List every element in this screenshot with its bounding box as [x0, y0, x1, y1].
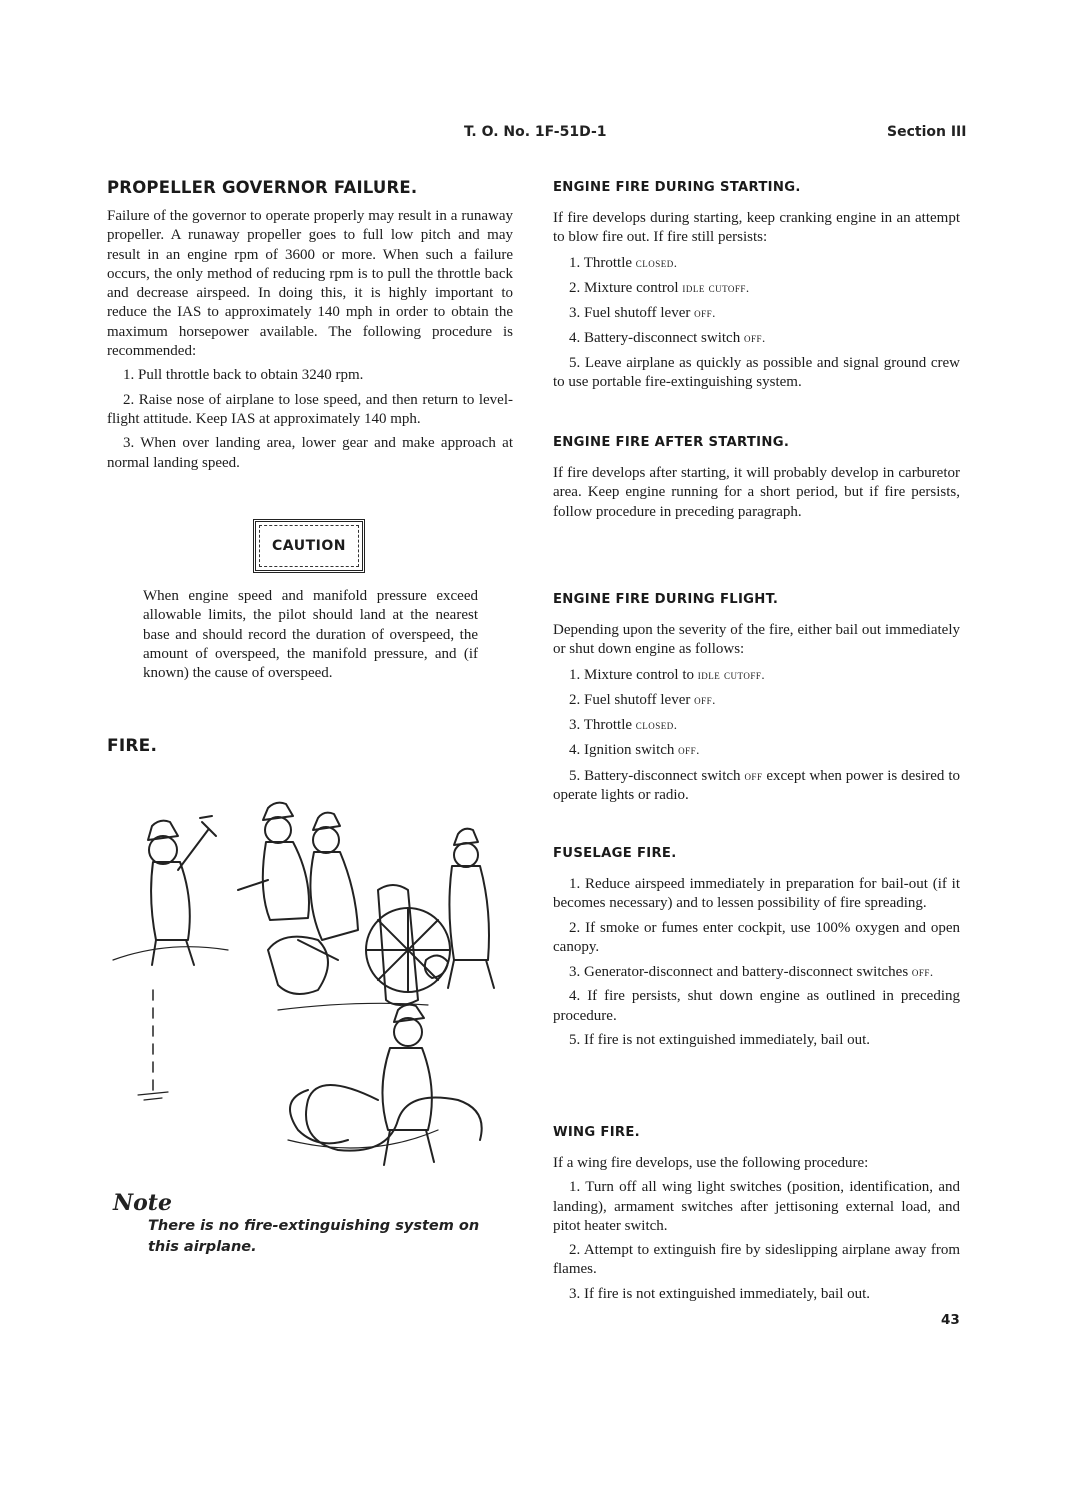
flight-step-4: 4. Ignition switch off.	[569, 742, 700, 759]
fuselage-step-5: 5. If fire is not extinguished immediately, bail out.	[569, 1032, 871, 1049]
propeller-intro: Failure of the governor to operate properly may result in a runaway propeller. A runaway propeller goes to full low pitch and may result in an engine rpm of 3600 or more. When such a failure occurs, the only method of reducing rpm is to pull the throttle back and decrease airspeed. In doing this, it is highly important to reduce the IAS to approximately 140 mph in order to obtain the maximum horsepower available. The following procedure is recommended:	[107, 208, 513, 360]
starting-title: ENGINE FIRE DURING STARTING.	[553, 180, 801, 195]
section-label: Section III	[887, 124, 967, 140]
prop-step-2: 2. Raise nose of airplane to lose speed, and then return to level-flight attitude. Keep IAS at approximately 140 mph.	[107, 391, 513, 427]
caution-label: CAUTION	[272, 538, 346, 554]
fire-section	[107, 736, 513, 756]
note-label: Note	[113, 1190, 172, 1216]
flight-step-2: 2. Fuel shutoff lever off.	[569, 691, 716, 708]
starting-step-1: 1. Throttle closed.	[569, 254, 678, 271]
engine-fire-starting-section	[553, 180, 960, 392]
engine-fire-after-section	[553, 435, 960, 522]
fuselage-step-2: 2. If smoke or fumes enter cockpit, use 100% oxygen and open canopy.	[553, 919, 960, 955]
propeller-section	[107, 178, 513, 473]
to-number: T. O. No. 1F-51D-1	[464, 124, 607, 140]
caution-box	[253, 519, 365, 573]
starting-step-2: 2. Mixture control idle cutoff.	[569, 279, 750, 296]
flight-intro: Depending upon the severity of the fire, either bail out immediately or shut down engine as follows:	[553, 622, 960, 658]
fuselage-fire-section	[553, 846, 960, 1050]
wing-intro: If a wing fire develops, use the following procedure:	[553, 1155, 869, 1171]
firemen-cartoon-illustration	[108, 800, 528, 1180]
page-number: 43	[941, 1312, 960, 1328]
fuselage-title: FUSELAGE FIRE.	[553, 846, 677, 861]
wing-step-2: 2. Attempt to extinguish fire by sideslipping airplane away from flames.	[553, 1242, 960, 1278]
starting-step-5: 5. Leave airplane as quickly as possible and signal ground crew to use portable fire-extinguishing system.	[553, 354, 960, 391]
propeller-title: PROPELLER GOVERNOR FAILURE.	[107, 178, 418, 197]
prop-step-3: 3. When over landing area, lower gear and make approach at normal landing speed.	[107, 435, 513, 471]
starting-step-3: 3. Fuel shutoff lever off.	[569, 305, 716, 322]
caution-text: When engine speed and manifold pressure exceed allowable limits, the pilot should land at the nearest base and should record the duration of overspeed, the amount of overspeed, the manifold pressure, and (if known) the cause of overspeed.	[143, 588, 478, 682]
caution-text-block	[143, 587, 478, 683]
after-title: ENGINE FIRE AFTER STARTING.	[553, 435, 790, 450]
flight-step-3: 3. Throttle closed.	[569, 717, 678, 734]
after-text: If fire develops after starting, it will probably develop in carburetor area. Keep engine running for a short period, but if fire persists, follow procedure in preceding paragraph.	[553, 465, 960, 520]
wing-title: WING FIRE.	[553, 1125, 640, 1140]
wing-step-3: 3. If fire is not extinguished immediately, bail out.	[569, 1285, 871, 1302]
engine-fire-flight-section	[553, 592, 960, 805]
starting-intro: If fire develops during starting, keep cranking engine in an attempt to blow fire out. If fire still persists:	[553, 210, 960, 246]
flight-step-1: 1. Mixture control to idle cutoff.	[569, 666, 766, 683]
prop-step-1: 1. Pull throttle back to obtain 3240 rpm.	[123, 367, 364, 384]
fuselage-step-3: 3. Generator-disconnect and battery-disconnect switches off.	[569, 964, 934, 981]
flight-title: ENGINE FIRE DURING FLIGHT.	[553, 592, 779, 607]
starting-step-4: 4. Battery-disconnect switch off.	[569, 330, 766, 347]
fire-title: FIRE.	[107, 736, 158, 756]
fuselage-step-1: 1. Reduce airspeed immediately in preparation for bail-out (if it becomes necessary) and to lessen possibility of fire spreading.	[553, 876, 960, 912]
fuselage-step-4: 4. If fire persists, shut down engine as outlined in preceding procedure.	[553, 988, 960, 1024]
note-text: There is no fire-extinguishing system on this airplane.	[148, 1218, 480, 1255]
wing-fire-section	[553, 1125, 960, 1304]
wing-step-1: 1. Turn off all wing light switches (position, identification, and landing), armament switches after jettisoning external load, and pitot heater switch.	[553, 1179, 960, 1234]
flight-step-5: 5. Battery-disconnect switch off except when power is desired to operate lights or radio.	[553, 767, 960, 804]
